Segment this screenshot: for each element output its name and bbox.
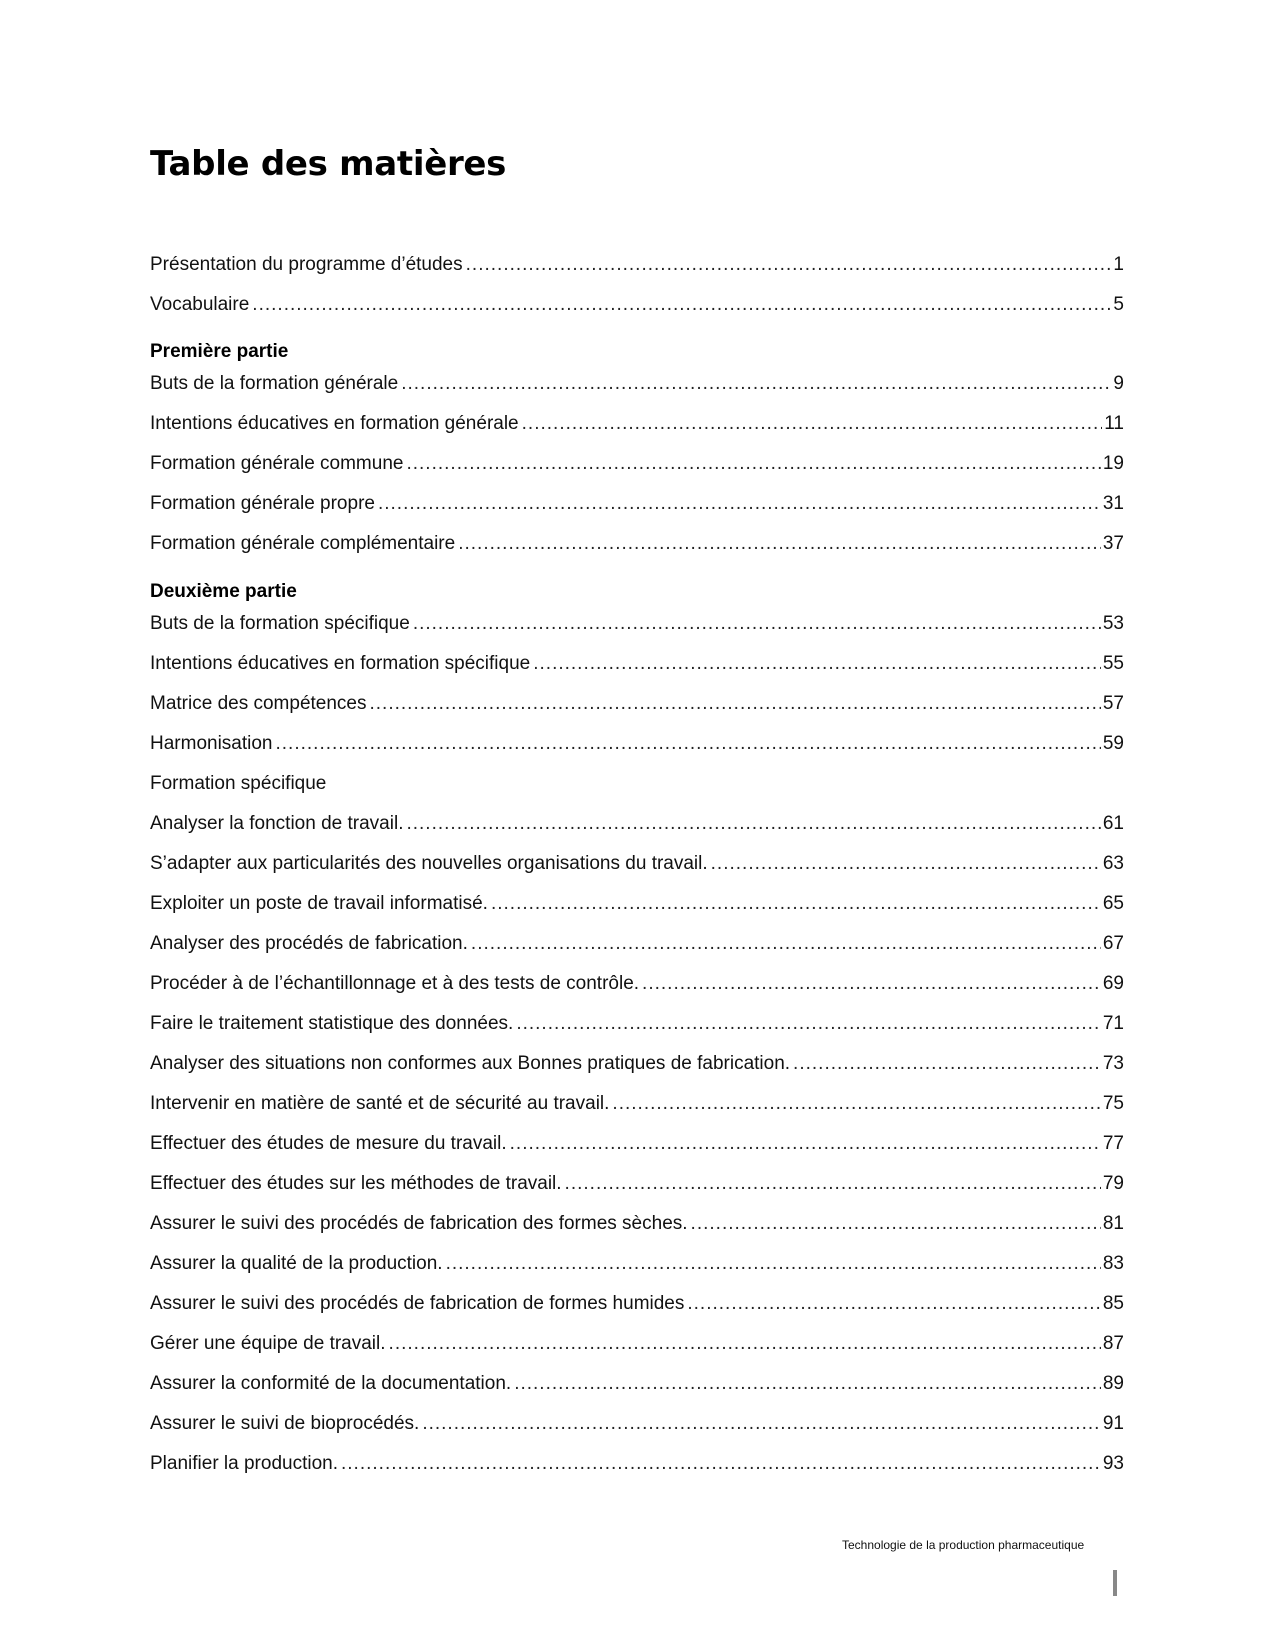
toc-entry[interactable] (150, 1371, 1124, 1397)
toc-entry[interactable] (150, 1011, 1124, 1037)
toc-entry-label: Buts de la formation spécifique (150, 613, 410, 634)
toc-entry-label: Faire le traitement statistique des données. (150, 1013, 514, 1034)
toc-entry-page: 91 (1102, 1413, 1124, 1434)
dot-leader (491, 891, 1101, 917)
dot-leader (510, 1131, 1101, 1157)
toc-entry-page: 53 (1102, 613, 1124, 634)
toc-entry[interactable] (150, 691, 1124, 717)
toc-entry-page: 69 (1102, 973, 1124, 994)
toc-entry-label: Présentation du programme d’études (150, 254, 463, 275)
dot-leader (406, 451, 1100, 477)
toc-entry-label: Formation générale complémentaire (150, 533, 456, 554)
toc-entry-page: 93 (1102, 1453, 1124, 1474)
toc-entry[interactable] (150, 451, 1124, 477)
dot-leader (691, 1211, 1101, 1237)
toc-entry-label: Gérer une équipe de travail. (150, 1333, 386, 1354)
toc-entry[interactable] (150, 1291, 1124, 1317)
toc-entry[interactable] (150, 851, 1124, 877)
toc-entry[interactable] (150, 531, 1124, 557)
toc-entry[interactable] (150, 1331, 1124, 1357)
toc-entry[interactable] (150, 371, 1124, 397)
toc-entry-label: Intentions éducatives en formation générale (150, 413, 519, 434)
dot-leader (711, 851, 1101, 877)
toc-entry-page: 63 (1102, 853, 1124, 874)
toc-entry[interactable] (150, 731, 1124, 757)
toc-entry-label: Procéder à de l’échantillonnage et à des tests de contrôle. (150, 973, 640, 994)
toc-entry-label: Analyser la fonction de travail. (150, 813, 404, 834)
dot-leader (276, 731, 1101, 757)
toc-entry-page: 73 (1102, 1053, 1124, 1074)
toc-entry-page: 37 (1102, 533, 1124, 554)
dot-leader (533, 651, 1101, 677)
toc-entry[interactable] (150, 1451, 1124, 1477)
toc-entry-label: Assurer le suivi des procédés de fabrication de formes humides (150, 1293, 685, 1314)
toc-entry[interactable] (150, 411, 1124, 437)
toc-entry-page: 81 (1102, 1213, 1124, 1234)
toc-entry-page: 85 (1102, 1293, 1124, 1314)
toc-entry-label: Assurer la qualité de la production. (150, 1253, 443, 1274)
dot-leader (389, 1331, 1101, 1357)
dot-leader (793, 1051, 1101, 1077)
toc-entry[interactable] (150, 651, 1124, 677)
toc-entry[interactable] (150, 1131, 1124, 1157)
toc-entry-page: 79 (1102, 1173, 1124, 1194)
toc-entry-label: Formation générale propre (150, 493, 375, 514)
toc-entry-page: 59 (1102, 733, 1124, 754)
dot-leader (413, 611, 1101, 637)
toc-entry[interactable] (150, 1211, 1124, 1237)
dot-leader (406, 811, 1100, 837)
section-heading: Deuxième partie (150, 581, 297, 602)
page-footer: Technologie de la production pharmaceutique (842, 1538, 1085, 1552)
toc-entry-label: Buts de la formation générale (150, 373, 399, 394)
page-title: Table des matières (150, 144, 507, 184)
dot-leader (687, 1291, 1100, 1317)
toc-entry-label: Intentions éducatives en formation spécifique (150, 653, 531, 674)
dot-leader (378, 491, 1101, 517)
toc-entry-label: Intervenir en matière de santé et de sécurité au travail. (150, 1093, 610, 1114)
toc-entry-label: Harmonisation (150, 733, 273, 754)
toc-entry[interactable] (150, 811, 1124, 837)
toc-entry-label: Effectuer des études de mesure du travail. (150, 1133, 507, 1154)
subsection-label: Formation spécifique (150, 773, 327, 794)
toc-entry-label: Assurer le suivi des procédés de fabrication des formes sèches. (150, 1213, 688, 1234)
dot-leader (401, 371, 1111, 397)
dot-leader (514, 1371, 1101, 1397)
toc-entry[interactable] (150, 1171, 1124, 1197)
toc-entry-page: 65 (1102, 893, 1124, 914)
dot-leader (252, 292, 1111, 318)
toc-entry-label: Effectuer des études sur les méthodes de travail. (150, 1173, 562, 1194)
toc-entry[interactable] (150, 292, 1124, 318)
toc-entry-page: 19 (1102, 453, 1124, 474)
toc-entry-page: 77 (1102, 1133, 1124, 1154)
toc-entry[interactable] (150, 1251, 1124, 1277)
dot-leader (642, 971, 1101, 997)
toc-entry[interactable] (150, 491, 1124, 517)
toc-entry[interactable] (150, 891, 1124, 917)
toc-entry-label: Assurer la conformité de la documentation. (150, 1373, 512, 1394)
dot-leader (422, 1411, 1101, 1437)
toc-entry-label: Analyser des situations non conformes aux Bonnes pratiques de fabrication. (150, 1053, 791, 1074)
toc-entry-page: 9 (1113, 373, 1124, 394)
toc-entry[interactable] (150, 252, 1124, 278)
toc-entry[interactable] (150, 971, 1124, 997)
toc-entry-page: 87 (1102, 1333, 1124, 1354)
toc-entry-label: Matrice des compétences (150, 693, 367, 714)
toc-entry-page: 57 (1102, 693, 1124, 714)
toc-entry-label: Vocabulaire (150, 294, 250, 315)
dot-leader (565, 1171, 1101, 1197)
toc-entry[interactable] (150, 611, 1124, 637)
toc-entry-page: 55 (1102, 653, 1124, 674)
page-edge-mark (1113, 1570, 1117, 1596)
dot-leader (522, 411, 1103, 437)
toc-entry-page: 31 (1102, 493, 1124, 514)
dot-leader (471, 931, 1101, 957)
toc-entry[interactable] (150, 1051, 1124, 1077)
dot-leader (516, 1011, 1101, 1037)
toc-entry-page: 1 (1113, 254, 1124, 275)
toc-entry-label: Planifier la production. (150, 1453, 338, 1474)
toc-entry-page: 61 (1102, 813, 1124, 834)
dot-leader (370, 691, 1101, 717)
dot-leader (466, 252, 1112, 278)
dot-leader (612, 1091, 1100, 1117)
toc-entry-page: 11 (1104, 413, 1124, 434)
toc-entry-page: 67 (1102, 933, 1124, 954)
toc-entry[interactable] (150, 931, 1124, 957)
toc-entry-label: Assurer le suivi de bioprocédés. (150, 1413, 420, 1434)
section-heading: Première partie (150, 341, 289, 362)
toc-entry[interactable] (150, 1091, 1124, 1117)
toc-entry-label: Exploiter un poste de travail informatisé. (150, 893, 488, 914)
toc-entry-page: 5 (1113, 294, 1124, 315)
dot-leader (446, 1251, 1101, 1277)
toc-entry-page: 71 (1102, 1013, 1124, 1034)
toc-entry-label: Analyser des procédés de fabrication. (150, 933, 468, 954)
dot-leader (341, 1451, 1101, 1477)
toc-entry-page: 89 (1102, 1373, 1124, 1394)
toc-entry[interactable] (150, 1411, 1124, 1437)
toc-entry-page: 75 (1102, 1093, 1124, 1114)
toc-entry-label: S’adapter aux particularités des nouvelles organisations du travail. (150, 853, 708, 874)
toc-entry-label: Formation générale commune (150, 453, 404, 474)
dot-leader (458, 531, 1101, 557)
toc-entry-page: 83 (1102, 1253, 1124, 1274)
